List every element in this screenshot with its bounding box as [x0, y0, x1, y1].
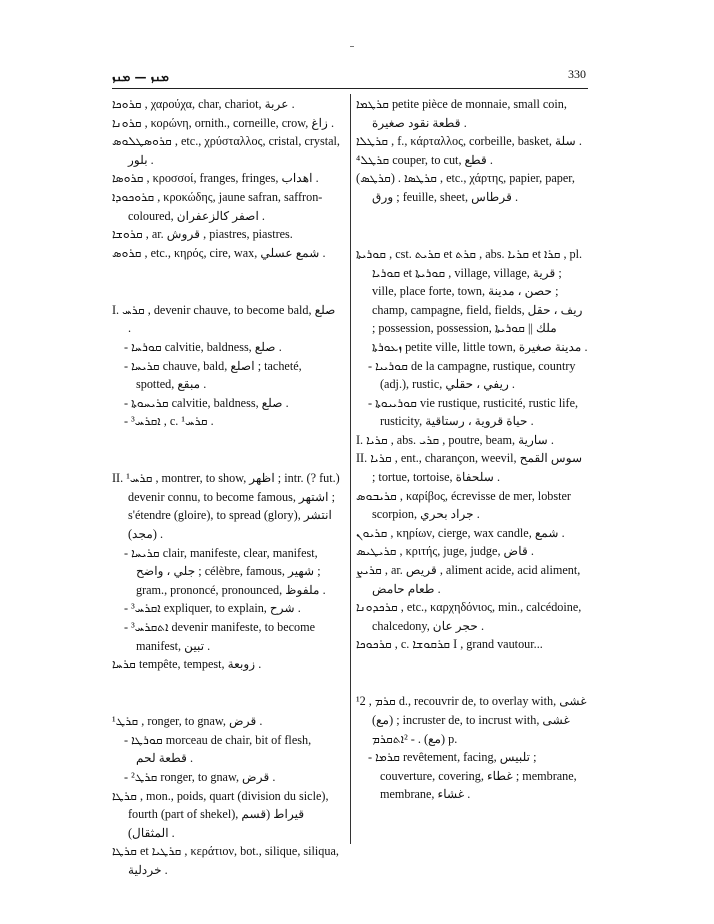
- dictionary-entry: ܩܪܘܣ , etc., κηρός, cire, wax, شمع عسلي .: [112, 245, 326, 260]
- entry-gap: [112, 686, 340, 700]
- dictionary-entry: I. ܩܪܝܐ , abs. ܩܪܝ , poutre, beam, سارية .: [356, 432, 554, 447]
- dictionary-entry: ܩܪܝܒܘܣ , καρίβος, écrevisse de mer, lobster scorpion, جراد بحري .: [356, 488, 571, 522]
- header-mark: [350, 46, 354, 47]
- dictionary-entry: I. ܩܪܚ , devenir chauve, to become bald, صلع .: [112, 302, 336, 336]
- dictionary-entry: ܩܪܘܫܐ , ar. قروش , piastres, piastres.: [112, 227, 293, 242]
- dictionary-entry: ܩܪܟܕܘܢܐ , etc., καρχηδόνιος, min., calcédoine, chalcedony, حجر عان .: [356, 600, 582, 633]
- entry-gap: [112, 275, 340, 289]
- dictionary-entry: ܩܪܝܨ , ar. قريص , aliment acide, acid aliment, طعام حامض .: [356, 563, 581, 596]
- dictionary-entry: ¹ܩܪܡ , 2 d., recouvrir de, to overlay with, غشى (مع) ; incruster de, to incrust with, غشى (مع) . - ²ܐܬܩܪܡ p.: [356, 694, 587, 746]
- dictionary-entry: - ܩܪܝܚܐ clair, manifeste, clear, manifest, جلي ، واضح ; célèbre, famous, شهير ; gram., prononcé, pronounced, ملفوظ .: [124, 545, 326, 597]
- dictionary-entry: ܩܪܘܢܐ , κορώνη, ornith., corneille, crow, زاغ .: [112, 115, 335, 130]
- running-head: ܡܢܙ — ܡܢܙ: [112, 70, 169, 84]
- dictionary-entry: ܩܪܘܣܛܠܘܣ , etc., χρύσταλλος, cristal, crystal, بلور .: [112, 134, 340, 167]
- dictionary-entry: - ܩܘܪܝܝܐ de la campagne, rustique, country (adj.), rustic, ريفي ، حقلي .: [368, 358, 576, 392]
- dictionary-entry: ܩܪܘܣܐ , κροσσοί, franges, fringes, اهداب .: [112, 171, 319, 186]
- dictionary-entry: ܩܪܝܛܝܣ , κριτής, juge, judge, قاض .: [356, 544, 534, 559]
- dictionary-entry: ܩܪܝܘܢ , κηρίων, cierge, wax candle, شمع .: [356, 525, 565, 540]
- dictionary-entry: - ³ܐܩܪܚ , c. ¹ܩܪܚ .: [124, 414, 214, 429]
- dictionary-entry: - ³ܐܩܪܚ expliquer, to explain, شرح .: [124, 601, 301, 616]
- page-number: 330: [568, 67, 586, 81]
- dictionary-entry: - ܩܪܡܐ revêtement, facing, تلبيس ; couverture, covering, غطاء ; membrane, membrane, غشاء .: [368, 750, 577, 802]
- dictionary-entry: ¹ܩܪܛ , ronger, to gnaw, قرض .: [112, 714, 263, 729]
- entry-gap: [356, 666, 588, 680]
- dictionary-entry: - ܩܘܪܝܝܘܬܐ vie rustique, rusticité, rustic life, rusticity, حياة قروية ، رستاقية .: [368, 395, 579, 429]
- dictionary-entry: - ܩܪܝܚܐ chauve, bald, اصلع ; tacheté, spotted, مبقع .: [124, 358, 302, 392]
- dictionary-entry: II. ¹ܩܪܚ , montrer, to show, اظهر ; intr. (? fut.) devenir connu, to become famous, اشتهر ; s'étendre (gloire), to spread (glory), انتشر (مجد) .: [112, 471, 340, 542]
- dictionary-entry: ܩܪܛܠܐ , f., κάρταλλος, corbeille, basket, سلة .: [356, 134, 582, 149]
- dictionary-entry: - ³ܐܬܩܪܚ devenir manifeste, to become manifest, تبين .: [124, 620, 316, 653]
- dictionary-entry: ⁴ܩܪܛܠ couper, to cut, قطع .: [356, 152, 493, 167]
- dictionary-entry: ܩܪܚܐ tempête, tempest, زوبعة .: [112, 657, 262, 672]
- left-column: [112, 95, 340, 880]
- dictionary-entry: ܩܪܘܟܘܕܐ , κροκώδης, jaune safran, saffron-coloured, اصفر كالزعفران .: [112, 189, 323, 223]
- dictionary-entry: ܩܘܪܝܬܐ , cst. ܩܪܝܬ et ܩܪܬ , abs. ܩܪܝܐ et ܩܪܐ , pl. ܩܘܪܝܐ et ܩܘܪܝܬܐ , village, village, قرية ; ville, place forte, town, حصن ، مدينة ; champ, campagne, field, fields, ريف ، حقل ; possession, possession, ملك || ܩܘܪܝܬܐ ܙܥܘܪܬܐ petite ville, little town, مدينة صغيرة .: [356, 246, 588, 354]
- right-column: [356, 95, 588, 804]
- dictionary-entry: ܩܪܛܐ , mon., poids, quart (division du sicle), fourth (part of shekel), قيراط (قسم المثقال) .: [112, 788, 329, 840]
- dictionary-entry: II. ܩܪܝܐ , ent., charançon, weevil, سوس القمح ; tortue, tortoise, سلحفاة .: [356, 451, 583, 485]
- entry-gap: [112, 443, 340, 457]
- dictionary-entry: - ܩܪܝܚܘܬܐ calvitie, baldness, صلع .: [124, 395, 289, 410]
- dictionary-entry: (ܩܪܛܣ) . ܩܪܛܣܐ , etc., χάρτης, papier, paper, ورق ; feuille, sheet, قرطاس .: [356, 171, 575, 204]
- column-divider: [350, 94, 351, 844]
- dictionary-entry: ܩܪܟܘܟܐ , c. ܩܪܩܘܫܐ I , grand vautour...: [356, 637, 543, 652]
- dictionary-entry: - ܩܘܪܚܐ calvitie, baldness, صلع .: [124, 339, 282, 354]
- dictionary-entry: - ²ܩܪܛ ronger, to gnaw, قرض .: [124, 769, 276, 784]
- dictionary-entry: ܩܪܛܡܐ petite pièce de monnaie, small coin, قطعة نقود صغيرة .: [356, 97, 567, 130]
- dictionary-entry: ܩܪܛܐ et ܩܪܛܝܐ , κεράτιον, bot., silique, siliqua, خردلية .: [112, 844, 339, 877]
- dictionary-entry: - ܩܘܪܛܐ morceau de chair, bit of flesh, قطعة لحم .: [124, 732, 312, 766]
- dictionary-entry: ܩܪܘܟܐ , χαρούχα, char, chariot, عربة .: [112, 97, 295, 111]
- entry-gap: [356, 219, 588, 233]
- header-rule: [112, 88, 588, 89]
